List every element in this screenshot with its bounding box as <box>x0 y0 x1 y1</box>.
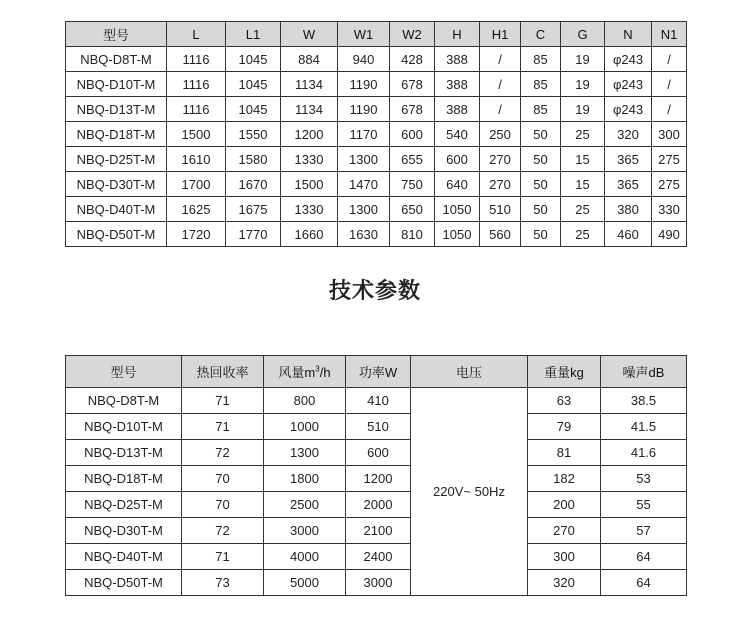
table-cell: 3000 <box>264 518 346 544</box>
table-cell: 2100 <box>346 518 411 544</box>
table-cell: NBQ-D50T-M <box>66 570 182 596</box>
table-cell: NBQ-D8T-M <box>66 388 182 414</box>
table-cell: 1500 <box>167 122 226 147</box>
table-cell: 2500 <box>264 492 346 518</box>
table-cell: 25 <box>561 197 605 222</box>
table-row <box>66 72 687 97</box>
table-cell: / <box>652 47 687 72</box>
table-cell: 1190 <box>338 72 390 97</box>
table-cell: 510 <box>346 414 411 440</box>
table-cell: 320 <box>528 570 601 596</box>
table-cell: 1045 <box>226 47 281 72</box>
table-row <box>66 172 687 197</box>
col-header: N <box>605 22 652 47</box>
table-cell: 1190 <box>338 97 390 122</box>
table-cell: 50 <box>521 122 561 147</box>
table-cell: 70 <box>182 492 264 518</box>
table-cell: 640 <box>435 172 480 197</box>
table-cell: 200 <box>528 492 601 518</box>
table-cell: 1116 <box>167 47 226 72</box>
table-cell: 275 <box>652 172 687 197</box>
table-cell: 19 <box>561 97 605 122</box>
table-cell: 15 <box>561 147 605 172</box>
table-cell: / <box>652 97 687 122</box>
table-row <box>66 440 687 466</box>
table-cell: NBQ-D8T-M <box>66 47 167 72</box>
table-cell: 1630 <box>338 222 390 247</box>
table-cell: 1134 <box>281 97 338 122</box>
table-cell: 600 <box>435 147 480 172</box>
table-cell: 750 <box>390 172 435 197</box>
table-row <box>66 492 687 518</box>
table-cell: NBQ-D25T-M <box>66 492 182 518</box>
table-cell: / <box>480 97 521 122</box>
col-header: H1 <box>480 22 521 47</box>
dimensions-header-row <box>66 22 687 47</box>
table-cell: 38.5 <box>601 388 687 414</box>
table-cell: 330 <box>652 197 687 222</box>
table-cell: 1000 <box>264 414 346 440</box>
dimensions-table-body <box>66 47 687 247</box>
table-cell: NBQ-D18T-M <box>66 466 182 492</box>
table-cell: 1675 <box>226 197 281 222</box>
table-cell: 388 <box>435 72 480 97</box>
table-cell: 55 <box>601 492 687 518</box>
table-row <box>66 47 687 72</box>
table-cell: 19 <box>561 47 605 72</box>
table-cell: 19 <box>561 72 605 97</box>
table-cell: / <box>652 72 687 97</box>
table-cell: φ243 <box>605 47 652 72</box>
table-cell: 1050 <box>435 197 480 222</box>
table-cell: 270 <box>480 172 521 197</box>
table-cell: 1200 <box>346 466 411 492</box>
table-cell: 940 <box>338 47 390 72</box>
table-cell: NBQ-D50T-M <box>66 222 167 247</box>
spec-table-body <box>66 388 687 596</box>
table-cell: 81 <box>528 440 601 466</box>
table-cell: 270 <box>528 518 601 544</box>
table-cell: NBQ-D30T-M <box>66 172 167 197</box>
table-cell: 1045 <box>226 72 281 97</box>
voltage-cell: 220V~ 50Hz <box>411 388 528 596</box>
table-cell: 1330 <box>281 147 338 172</box>
table-cell: 1500 <box>281 172 338 197</box>
table-cell: 270 <box>480 147 521 172</box>
table-cell: 1170 <box>338 122 390 147</box>
table-cell: 182 <box>528 466 601 492</box>
spec-table <box>65 355 687 596</box>
table-cell: 275 <box>652 147 687 172</box>
table-cell: 2400 <box>346 544 411 570</box>
table-cell: 655 <box>390 147 435 172</box>
table-cell: 3000 <box>346 570 411 596</box>
table-cell: 25 <box>561 222 605 247</box>
col-header: 噪声dB <box>601 356 687 388</box>
col-header: 电压 <box>411 356 528 388</box>
table-cell: 71 <box>182 544 264 570</box>
table-cell: 53 <box>601 466 687 492</box>
table-row <box>66 197 687 222</box>
table-cell: 41.5 <box>601 414 687 440</box>
table-row <box>66 122 687 147</box>
table-row <box>66 147 687 172</box>
table-cell: 73 <box>182 570 264 596</box>
table-cell: 63 <box>528 388 601 414</box>
table-cell: 1116 <box>167 72 226 97</box>
table-cell: 540 <box>435 122 480 147</box>
col-header: H <box>435 22 480 47</box>
col-header: W <box>281 22 338 47</box>
table-cell: NBQ-D18T-M <box>66 122 167 147</box>
table-cell: 70 <box>182 466 264 492</box>
table-cell: 1580 <box>226 147 281 172</box>
table-cell: NBQ-D10T-M <box>66 414 182 440</box>
table-row <box>66 222 687 247</box>
table-cell: 410 <box>346 388 411 414</box>
airflow-superscript: 3 <box>315 364 320 374</box>
table-cell: 1770 <box>226 222 281 247</box>
table-cell: / <box>480 72 521 97</box>
table-cell: 560 <box>480 222 521 247</box>
table-cell: 1300 <box>338 197 390 222</box>
table-cell: 1050 <box>435 222 480 247</box>
table-cell: 1660 <box>281 222 338 247</box>
table-cell: NBQ-D30T-M <box>66 518 182 544</box>
table-cell: 15 <box>561 172 605 197</box>
spec-header-row <box>66 356 687 388</box>
table-cell: 300 <box>652 122 687 147</box>
table-cell: 1670 <box>226 172 281 197</box>
table-cell: 1134 <box>281 72 338 97</box>
table-cell: 490 <box>652 222 687 247</box>
table-cell: 388 <box>435 47 480 72</box>
dimensions-table <box>65 21 687 247</box>
table-cell: 50 <box>521 147 561 172</box>
table-row <box>66 544 687 570</box>
table-cell: 5000 <box>264 570 346 596</box>
table-cell: 85 <box>521 97 561 122</box>
table-cell: 460 <box>605 222 652 247</box>
table-cell: 50 <box>521 197 561 222</box>
table-cell: 64 <box>601 570 687 596</box>
col-header: L1 <box>226 22 281 47</box>
table-cell: 678 <box>390 97 435 122</box>
table-cell: NBQ-D13T-M <box>66 440 182 466</box>
table-row <box>66 570 687 596</box>
col-header: G <box>561 22 605 47</box>
table-cell: φ243 <box>605 72 652 97</box>
col-header: 功率W <box>346 356 411 388</box>
col-header-airflow <box>264 356 346 388</box>
col-header: 重量kg <box>528 356 601 388</box>
table-cell: 428 <box>390 47 435 72</box>
table-row <box>66 414 687 440</box>
table-cell: 600 <box>346 440 411 466</box>
table-cell: 678 <box>390 72 435 97</box>
table-row <box>66 97 687 122</box>
table-cell: 64 <box>601 544 687 570</box>
table-cell: 50 <box>521 222 561 247</box>
table-cell: 800 <box>264 388 346 414</box>
table-cell: 79 <box>528 414 601 440</box>
table-row <box>66 388 687 414</box>
table-cell: 1470 <box>338 172 390 197</box>
table-cell: 85 <box>521 47 561 72</box>
airflow-label: 风量m <box>278 365 316 380</box>
col-header: 型号 <box>66 356 182 388</box>
table-cell: 71 <box>182 388 264 414</box>
table-cell: 72 <box>182 518 264 544</box>
table-cell: 250 <box>480 122 521 147</box>
table-cell: 72 <box>182 440 264 466</box>
table-cell: 388 <box>435 97 480 122</box>
table-cell: 1300 <box>338 147 390 172</box>
table-cell: 41.6 <box>601 440 687 466</box>
table-cell: 57 <box>601 518 687 544</box>
table-cell: 884 <box>281 47 338 72</box>
table-cell: 1610 <box>167 147 226 172</box>
table-cell: NBQ-D40T-M <box>66 197 167 222</box>
table-cell: 300 <box>528 544 601 570</box>
table-cell: 1720 <box>167 222 226 247</box>
table-cell: 810 <box>390 222 435 247</box>
table-cell: 380 <box>605 197 652 222</box>
table-cell: 1550 <box>226 122 281 147</box>
table-cell: 4000 <box>264 544 346 570</box>
table-cell: 1116 <box>167 97 226 122</box>
table-cell: φ243 <box>605 97 652 122</box>
col-header: L <box>167 22 226 47</box>
table-cell: 50 <box>521 172 561 197</box>
table-cell: 600 <box>390 122 435 147</box>
col-header: C <box>521 22 561 47</box>
table-cell: NBQ-D25T-M <box>66 147 167 172</box>
table-row <box>66 466 687 492</box>
table-cell: 365 <box>605 147 652 172</box>
table-cell: 71 <box>182 414 264 440</box>
table-cell: 1700 <box>167 172 226 197</box>
table-cell: 85 <box>521 72 561 97</box>
table-cell: 510 <box>480 197 521 222</box>
table-cell: 1300 <box>264 440 346 466</box>
table-cell: 2000 <box>346 492 411 518</box>
table-cell: 1330 <box>281 197 338 222</box>
table-cell: 320 <box>605 122 652 147</box>
col-header: W2 <box>390 22 435 47</box>
table-cell: NBQ-D13T-M <box>66 97 167 122</box>
table-cell: 650 <box>390 197 435 222</box>
col-header: 型号 <box>66 22 167 47</box>
table-cell: 1800 <box>264 466 346 492</box>
table-cell: 25 <box>561 122 605 147</box>
col-header: N1 <box>652 22 687 47</box>
col-header: 热回收率 <box>182 356 264 388</box>
table-cell: 1625 <box>167 197 226 222</box>
col-header: W1 <box>338 22 390 47</box>
table-cell: 365 <box>605 172 652 197</box>
section-title: 技术参数 <box>328 278 421 303</box>
table-cell: / <box>480 47 521 72</box>
table-cell: NBQ-D10T-M <box>66 72 167 97</box>
table-cell: NBQ-D40T-M <box>66 544 182 570</box>
table-row <box>66 518 687 544</box>
airflow-unit: /h <box>319 365 331 380</box>
table-cell: 1200 <box>281 122 338 147</box>
table-cell: 1045 <box>226 97 281 122</box>
